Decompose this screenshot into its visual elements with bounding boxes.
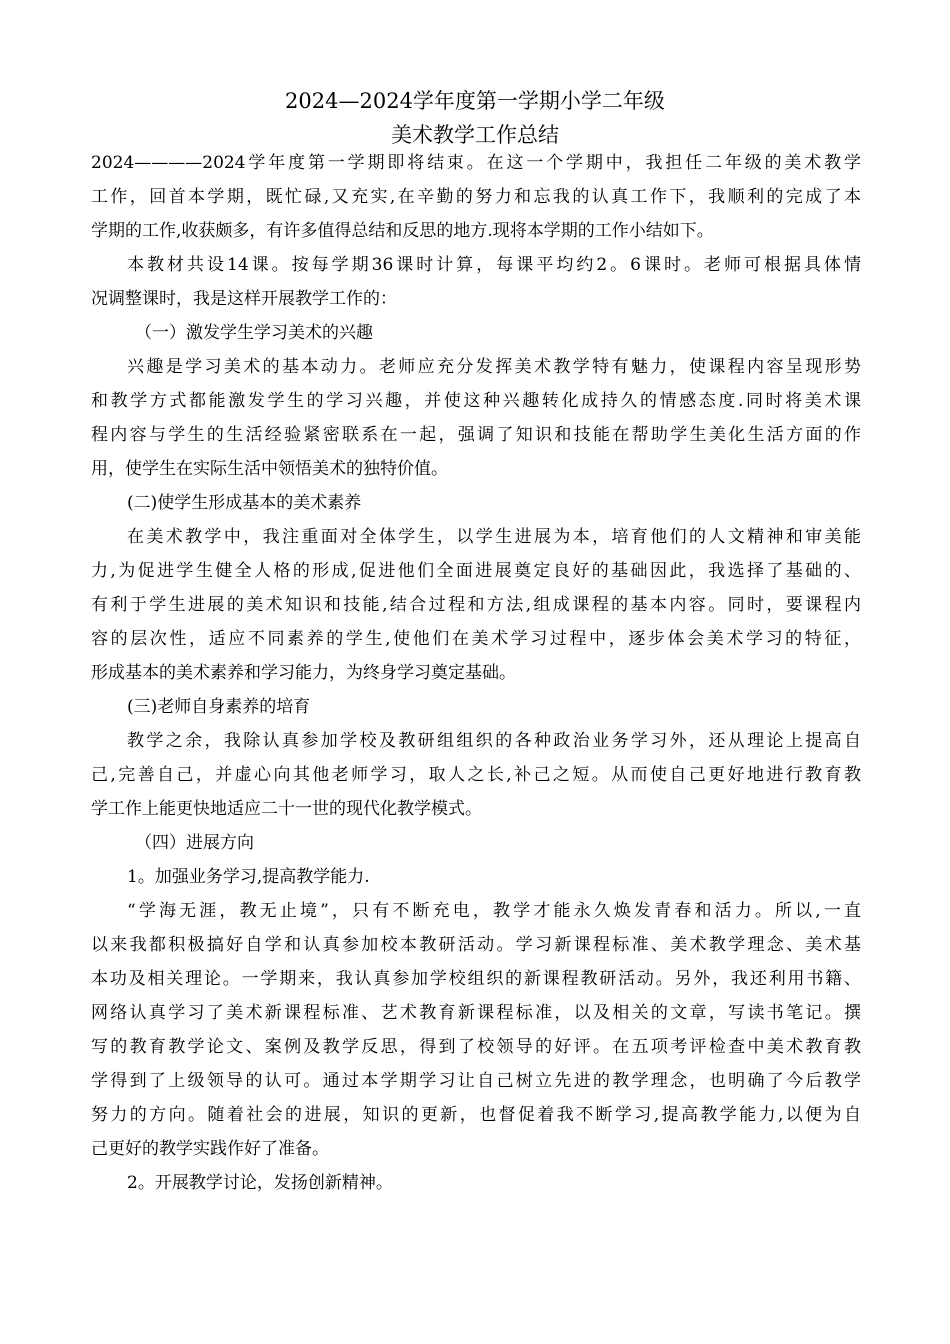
section-heading: (三)老师自身素养的培育 — [127, 697, 311, 717]
text-line: 2024————2024学年度第一学期即将结束。在这一个学期中，我担任二年级的美术教学 — [91, 153, 861, 173]
subsection-heading: 2。开展教学讨论，发扬创新精神。 — [127, 1173, 393, 1193]
section-heading: （一）激发学生学习美术的兴趣 — [135, 323, 373, 343]
text-line: 以来我都积极搞好自学和认真参加校本教研活动。学习新课程标准、美术教学理念、美术基 — [91, 935, 861, 955]
text-line: 和教学方式都能激发学生的学习兴趣，并使这种兴趣转化成持久的情感态度.同时将美术课 — [91, 391, 861, 411]
text-line: 形成基本的美术素养和学习能力，为终身学习奠定基础。 — [91, 663, 516, 683]
text-line: 网络认真学习了美术新课程标准、艺术教育新课程标准，以及相关的文章，写读书笔记。撰 — [91, 1003, 861, 1023]
text-line: 本教材共设14课。按每学期36课时计算，每课平均约2。6课时。老师可根据具体情 — [127, 255, 861, 275]
text-line: 兴趣是学习美术的基本动力。老师应充分发挥美术教学特有魅力，使课程内容呈现形势 — [127, 357, 861, 377]
text-line: “学海无涯，教无止境”，只有不断充电，教学才能永久焕发青春和活力。所以,一直 — [127, 901, 861, 921]
text-line: 工作，回首本学期，既忙碌,又充实,在辛勤的努力和忘我的认真工作下，我顺利的完成了本 — [91, 187, 861, 207]
text-line: 容的层次性，适应不同素养的学生,使他们在美术学习过程中，逐步体会美术学习的特征， — [91, 629, 861, 649]
text-line: 本功及相关理论。一学期来，我认真参加学校组织的新课程教研活动。另外，我还利用书籍、 — [91, 969, 861, 989]
text-line: 学期的工作,收获颇多，有许多值得总结和反思的地方.现将本学期的工作小结如下。 — [91, 221, 714, 241]
section-heading: （四）进展方向 — [135, 833, 254, 853]
text-line: 学得到了上级领导的认可。通过本学期学习让自己树立先进的教学理念，也明确了今后教学 — [91, 1071, 861, 1091]
document-title-line2: 美术教学工作总结 — [391, 123, 559, 147]
text-line: 学工作上能更快地适应二十一世的现代化教学模式。 — [91, 799, 482, 819]
text-line: 教学之余，我除认真参加学校及教研组组织的各种政治业务学习外，还从理论上提高自 — [127, 731, 861, 751]
text-line: 努力的方向。随着社会的进展，知识的更新，也督促着我不断学习,提高教学能力,以便为自 — [91, 1105, 861, 1125]
text-line: 在美术教学中，我注重面对全体学生，以学生进展为本，培育他们的人文精神和审美能 — [127, 527, 861, 547]
text-line: 况调整课时，我是这样开展教学工作的： — [91, 289, 397, 309]
document-body — [91, 146, 861, 1200]
text-line: 己更好的教学实践作好了准备。 — [91, 1139, 329, 1159]
section-heading: (二)使学生形成基本的美术素养 — [127, 493, 362, 513]
text-line: 己,完善自己，并虚心向其他老师学习，取人之长,补己之短。从而使自己更好地进行教育教 — [91, 765, 861, 785]
text-line: 写的教育教学论文、案例及教学反思，得到了校领导的好评。在五项考评检查中美术教育教 — [91, 1037, 861, 1057]
text-line: 力,为促进学生健全人格的形成,促进他们全面进展奠定良好的基础因此，我选择了基础的、 — [91, 561, 861, 581]
text-line: 用，使学生在实际生活中领悟美术的独特价值。 — [91, 459, 448, 479]
subsection-heading: 1。加强业务学习,提高教学能力. — [127, 867, 370, 887]
text-line: 有利于学生进展的美术知识和技能,结合过程和方法,组成课程的基本内容。同时，要课程内 — [91, 595, 861, 615]
document-title-line1: 2024—2024学年度第一学期小学二年级 — [285, 89, 665, 113]
text-line: 程内容与学生的生活经验紧密联系在一起，强调了知识和技能在帮助学生美化生活方面的作 — [91, 425, 861, 445]
